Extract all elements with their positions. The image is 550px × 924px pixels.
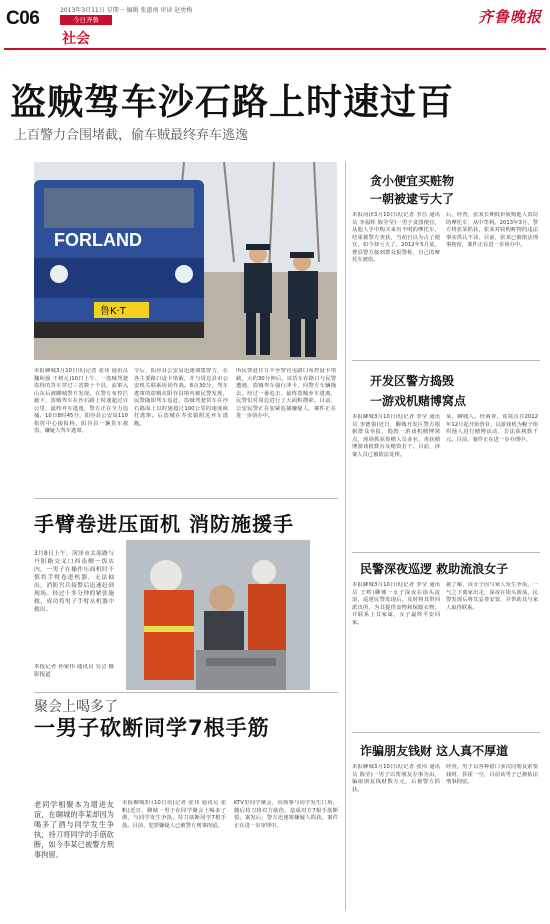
lead-body-col1: 本报聊城3月10日讯(记者 张伟 通讯员 魏和强 王树元)10日上午，一盗贼驾驶盗得的货车穿过三省数十个县，流窜入山东后被聊城警方发现。在警方布控拦截下，盗贼驾车在沙石路上时速超过百公里，最终弃车逃逸，警方正在全力追捕。10日8时45分，阳谷县公安局110指挥中心接报称，阳谷县一辆货车被盗，嫌疑人驾车逃窜。 [34,368,128,434]
story-divider [352,552,540,553]
story-divider [34,498,338,499]
story5-title: 民警深夜巡逻 救助流浪女子 [360,562,509,576]
story6-lede: 老同学相聚本为增进友谊，在聊城的李某却因为喝多了酒与同学发生争执，持刀将同学的手筋砍断，如今李某已被警方刑事拘留。 [34,800,114,859]
header-rule [4,48,546,50]
story2-title: 贪小便宜买赃物 [370,174,455,188]
lead-photo [34,162,337,360]
column-divider [345,162,346,910]
lead-body-col3: 所民警赶往万丰至警官屯路口布控设卡堵截，大约30分钟后，该货车在路口与民警遭遇，盗贼驾车强行冲卡，向警方车辆撞去。经过一番追击，最终盗贼弃车逃离，民警们对周边进行了大面积搜索。目前，公安民警正在加紧追捕嫌疑人，案件正在进一步侦办中。 [236,368,336,419]
lead-subheadline: 上百警力合围堵截，偷车贼最终弃车逃逸 [14,128,249,143]
rescue-photo [126,540,310,690]
section-title: 社会 [62,31,90,47]
story7-body-col1: 本报聊城3月10日讯(记者 张伟 通讯员 陈莹)一男子以帮朋友办事为由，骗取朋友钱财数万元，后被警方抓获。 [352,764,440,793]
lead-body-col2: 令后，阳谷县公安局迅速调集警力，在各主要路口设卡堵截，并与周边县市公安机关联系协同作战。8点30分，驾车逃窜的盗贼在阳谷县境内被民警发现，民警随即驾车追赶，盗贼驾驶货车在沙石路面上以时速超过100公里的速度疯狂逃窜。后盗贼在寿张镇附近弃车逃跑。 [134,368,228,427]
truck-brand-text: FORLAND [54,230,142,250]
story6-body-col2: KTV里同学聚会，因琐事与同学发生口角，随后持刀将对方砍伤，造成对方7根手筋断裂。案发后，警方迅速将嫌疑人抓获，案件正在进一步审理中。 [234,800,338,829]
story3-body-col1: 本报聊城3月10日讯(记者 李莹 通讯员 李德强)近日，聊城开发区警方根据群众举报，捣毁一游戏机赌博窝点，现场抓获参赌人员多名，查获赌博游戏机数台及赌资若干。目前，涉案人员已被依法处理。 [352,414,440,458]
story5-body-col1: 本报聊城3月10日讯(记者 李莹 通讯员 王辉)聊城一女子深夜在街头流浪，巡逻民警发现后，及时将其带回派出所，为其提供食物和保暖衣物，并联系上其家属，女子最终平安回家。 [352,582,440,626]
section-tag: 今日齐鲁 [60,15,112,25]
story-divider [352,360,540,361]
firefighter-rescue-illustration [126,540,310,690]
story3-title: 开发区警方捣毁 [370,374,455,388]
story4-headline: 手臂卷进压面机 消防施援手 [34,512,294,536]
story2-body-col1: 本报菏泽3月10日讯(记者 李昌 通讯员 李福辉 陈莹莹)一男子贪图便宜，从他人手中购买来历不明的摩托车，结果被警方查获，当初自以为占了便宜，如今却亏大了。2012年5月底，曹县警方接到群众报警称，自己的摩托车被盗。 [352,212,440,263]
date-line: 2013年3月11日 星期一 编辑 张惠南 审读 赵勇梅 [60,7,193,14]
masthead-logo: 齐鲁晚报 [477,8,542,26]
story6-kicker: 聚会上喝多了 [34,699,118,715]
story7-title: 诈骗朋友钱财 这人真不厚道 [360,744,509,758]
page-number: C06 [6,8,40,29]
story6-body-col1: 本报聊城3月10日讯(记者 张伟 通讯员 张帆)近日，聊城一男子在同学聚会上喝多了酒，与同学发生争执，持刀砍断同学7根手筋。目前，犯罪嫌疑人已被警方刑事拘留。 [122,800,226,829]
story4-photo-credit: 本报记者 孙家伟 通讯员 吴会 摄影报道 [34,664,114,678]
story4-lede: 3月8日上午，菏泽市太原路与丹阳路交叉口西南侧一饭店内，一男子在操作压面机时不慎将手臂卷进机器，无法抽出，消防官兵接警后迅速赶到现场。经过十多分钟的紧张施救，成功将男子手臂从机器中救出。 [34,551,114,613]
truck-police-illustration [34,162,337,360]
story2-subtitle: 一朝被逮亏大了 [370,192,455,206]
lead-headline: 盗贼驾车沙石路上时速过百 [10,82,455,123]
story6-headline: 一男子砍断同学7根手筋 [34,716,270,740]
story7-body-col2: 经查，男子以各种借口多次向朋友索要钱财，挥霍一空，目前该男子已被依法刑事拘留。 [446,764,538,785]
story2-body-col2: 后，经查，张某长期低价收购他人盗窃的摩托车，从中牟利。2013年3月，警方将张某抓获，张某对收购赃物的违法事实供认不讳，目前，张某已被依法刑事拘留，案件正在进一步侦办中。 [446,212,538,248]
story5-body-col2: 据了解，该女子因与家人发生争执，一气之下离家出走，深夜在街头游荡，民警发现后将其妥善安置，并帮助其与家人取得联系。 [446,582,538,611]
story3-body-col2: 某，聊城人。经调查，该窝点自2012年12月起开始营业，以游戏机为幌子组织他人进行赌博活动，非法获利数千元。目前，案件正在进一步办理中。 [446,414,538,443]
story-divider [352,732,540,733]
story-divider [34,692,338,693]
story3-subtitle: 一游戏机赌博窝点 [370,394,467,408]
page-header [0,0,550,50]
svg-text:鲁K·T: 鲁K·T [100,306,126,317]
